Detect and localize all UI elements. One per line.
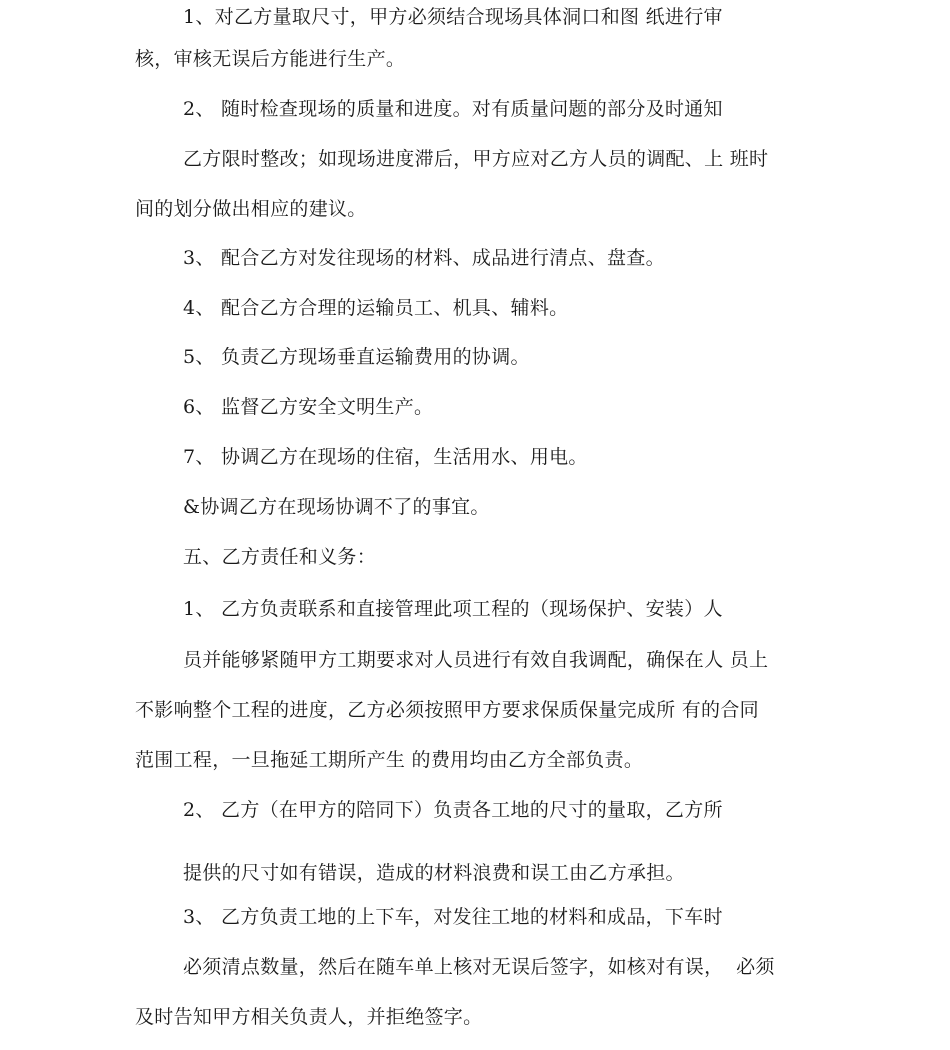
text-line: 员并能够紧随甲方工期要求对人员进行有效自我调配，确保在人 员上 — [183, 649, 769, 671]
text-line: 1、 乙方负责联系和直接管理此项工程的（现场保护、安装）人 — [183, 598, 723, 620]
text-line: 4、 配合乙方合理的运输员工、机具、辅料。 — [183, 297, 569, 319]
text-line: 1、对乙方量取尺寸，甲方必须结合现场具体洞口和图 纸进行审 — [183, 6, 723, 28]
text-line: 间的划分做出相应的建议。 — [135, 198, 367, 220]
text-line: 3、 配合乙方对发往现场的材料、成品进行清点、盘查。 — [183, 247, 665, 269]
text-line: 及时告知甲方相关负责人，并拒绝签字。 — [135, 1006, 483, 1028]
text-line: 提供的尺寸如有错误，造成的材料浪费和误工由乙方承担。 — [183, 862, 685, 884]
text-line: 核，审核无误后方能进行生产。 — [135, 48, 406, 70]
section-heading: 五、乙方责任和义务： — [183, 546, 377, 568]
text-line: &协调乙方在现场协调不了的事宜。 — [183, 496, 490, 518]
text-line: 不影响整个工程的进度，乙方必须按照甲方要求保质保量完成所 有的合同 — [135, 699, 759, 721]
text-line: 3、 乙方负责工地的上下车，对发往工地的材料和成品，下车时 — [183, 906, 723, 928]
text-line: 7、 协调乙方在现场的住宿，生活用水、用电。 — [183, 446, 588, 468]
text-line: 乙方限时整改；如现场进度滞后，甲方应对乙方人员的调配、上 班时 — [183, 148, 769, 170]
text-line: 范围工程，一旦拖延工期所产生 的费用均由乙方全部负责。 — [135, 749, 644, 771]
text-line: 5、 负责乙方现场垂直运输费用的协调。 — [183, 346, 530, 368]
text-line: 6、 监督乙方安全文明生产。 — [183, 396, 434, 418]
text-line: 2、 乙方（在甲方的陪同下）负责各工地的尺寸的量取，乙方所 — [183, 799, 723, 821]
text-line: 必须清点数量，然后在随车单上核对无误后签字，如核对有误， 必须 — [183, 956, 775, 978]
text-line: 2、 随时检查现场的质量和进度。对有质量问题的部分及时通知 — [183, 98, 723, 120]
